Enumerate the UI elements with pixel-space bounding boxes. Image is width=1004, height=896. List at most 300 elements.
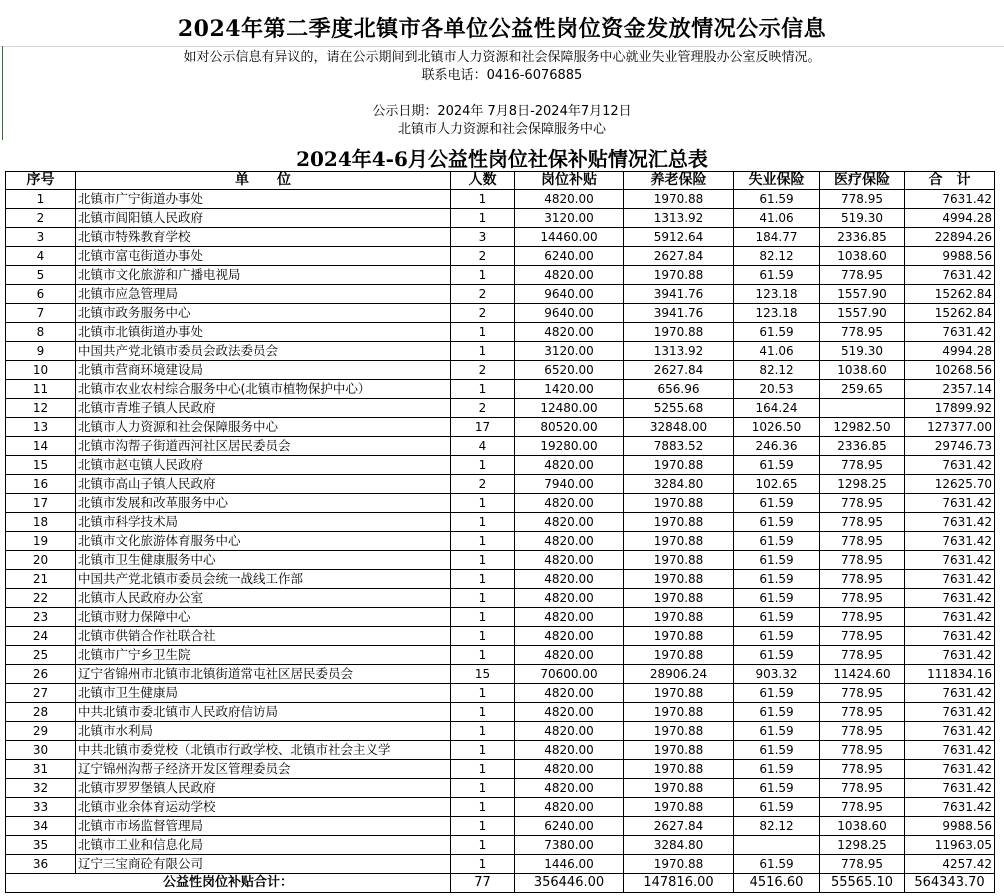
cell-pension: 1313.92	[624, 209, 734, 228]
cell-index: 3	[6, 228, 76, 247]
cell-headcount: 1	[451, 798, 515, 817]
cell-unit: 北镇市广宁乡卫生院	[76, 646, 451, 665]
cell-headcount: 1	[451, 323, 515, 342]
cell-total: 7631.42	[905, 551, 995, 570]
cell-medical: 778.95	[820, 646, 905, 665]
cell-post-subsidy: 6520.00	[515, 361, 624, 380]
cell-headcount: 2	[451, 304, 515, 323]
cell-index: 6	[6, 285, 76, 304]
cell-unemployment: 61.59	[734, 646, 820, 665]
cell-unit: 辽宁三宝商砼有限公司	[76, 855, 451, 874]
cell-headcount: 4	[451, 437, 515, 456]
cell-medical: 519.30	[820, 209, 905, 228]
cell-headcount: 1	[451, 380, 515, 399]
cell-total: 7631.42	[905, 266, 995, 285]
cell-pension: 1970.88	[624, 798, 734, 817]
cell-total: 7631.42	[905, 703, 995, 722]
cell-total: 7631.42	[905, 589, 995, 608]
table-body	[6, 190, 995, 874]
table-row	[6, 304, 995, 323]
table-row	[6, 399, 995, 418]
cell-unit: 北镇市应急管理局	[76, 285, 451, 304]
cell-medical: 1298.25	[820, 475, 905, 494]
cell-unit: 北镇市水利局	[76, 722, 451, 741]
cell-pension: 1970.88	[624, 779, 734, 798]
cell-post-subsidy: 9640.00	[515, 304, 624, 323]
cell-pension: 1970.88	[624, 722, 734, 741]
cell-medical: 778.95	[820, 798, 905, 817]
cell-unemployment: 1026.50	[734, 418, 820, 437]
cell-unemployment: 61.59	[734, 627, 820, 646]
cell-total: 7631.42	[905, 494, 995, 513]
cell-pension: 1313.92	[624, 342, 734, 361]
cell-index: 15	[6, 456, 76, 475]
cell-unemployment: 61.59	[734, 684, 820, 703]
cell-unemployment: 184.77	[734, 228, 820, 247]
cell-unit: 中国共产党北镇市委员会统一战线工作部	[76, 570, 451, 589]
contact-phone: 联系电话：0416-6076885	[421, 68, 583, 83]
cell-post-subsidy: 7380.00	[515, 836, 624, 855]
table-row	[6, 380, 995, 399]
table-row	[6, 855, 995, 874]
table-row	[6, 836, 995, 855]
table-row	[6, 437, 995, 456]
cell-headcount: 2	[451, 399, 515, 418]
cell-post-subsidy: 4820.00	[515, 589, 624, 608]
table-row	[6, 703, 995, 722]
cell-post-subsidy: 14460.00	[515, 228, 624, 247]
cell-headcount: 1	[451, 494, 515, 513]
cell-pension: 1970.88	[624, 855, 734, 874]
cell-pension: 1970.88	[624, 741, 734, 760]
cell-index: 27	[6, 684, 76, 703]
cell-total: 2357.14	[905, 380, 995, 399]
cell-pension: 1970.88	[624, 494, 734, 513]
cell-unemployment: 41.06	[734, 209, 820, 228]
total-post-subsidy: 356446.00	[515, 874, 624, 893]
cell-index: 25	[6, 646, 76, 665]
cell-headcount: 1	[451, 266, 515, 285]
cell-headcount: 15	[451, 665, 515, 684]
cell-post-subsidy: 4820.00	[515, 779, 624, 798]
cell-pension: 1970.88	[624, 760, 734, 779]
notice-header	[0, 0, 1004, 140]
cell-post-subsidy: 4820.00	[515, 266, 624, 285]
cell-pension: 28906.24	[624, 665, 734, 684]
cell-unemployment: 102.65	[734, 475, 820, 494]
cell-headcount: 1	[451, 513, 515, 532]
header-row	[6, 172, 995, 190]
cell-unit: 北镇市农业农村综合服务中心(北镇市植物保护中心）	[76, 380, 451, 399]
table-row	[6, 361, 995, 380]
cell-medical: 1038.60	[820, 361, 905, 380]
cell-unemployment: 61.59	[734, 494, 820, 513]
subsidy-summary-table	[5, 171, 995, 893]
table-row	[6, 190, 995, 209]
cell-medical: 778.95	[820, 589, 905, 608]
table-row	[6, 247, 995, 266]
cell-pension: 1970.88	[624, 190, 734, 209]
cell-unemployment: 61.59	[734, 722, 820, 741]
cell-headcount: 1	[451, 817, 515, 836]
table-row	[6, 684, 995, 703]
publication-date: 公示日期：2024年 7月8日-2024年7月12日	[372, 104, 632, 119]
cell-unit: 北镇市文化旅游和广播电视局	[76, 266, 451, 285]
cell-pension: 1970.88	[624, 323, 734, 342]
table-row	[6, 456, 995, 475]
cell-unit: 北镇市赵屯镇人民政府	[76, 456, 451, 475]
cell-post-subsidy: 4820.00	[515, 703, 624, 722]
cell-index: 13	[6, 418, 76, 437]
cell-medical	[820, 399, 905, 418]
cell-post-subsidy: 19280.00	[515, 437, 624, 456]
cell-unit: 北镇市财力保障中心	[76, 608, 451, 627]
cell-unit: 北镇市沟帮子街道西河社区居民委员会	[76, 437, 451, 456]
cell-medical: 12982.50	[820, 418, 905, 437]
cell-headcount: 1	[451, 589, 515, 608]
cell-post-subsidy: 4820.00	[515, 798, 624, 817]
cell-pension: 1970.88	[624, 532, 734, 551]
cell-medical: 778.95	[820, 551, 905, 570]
cell-total: 7631.42	[905, 570, 995, 589]
cell-index: 35	[6, 836, 76, 855]
cell-pension: 2627.84	[624, 361, 734, 380]
table-row	[6, 608, 995, 627]
cell-total: 7631.42	[905, 456, 995, 475]
cell-post-subsidy: 4820.00	[515, 646, 624, 665]
cell-index: 33	[6, 798, 76, 817]
cell-index: 28	[6, 703, 76, 722]
cell-pension: 1970.88	[624, 703, 734, 722]
cell-headcount: 1	[451, 741, 515, 760]
cell-total: 7631.42	[905, 190, 995, 209]
divider	[0, 46, 1004, 47]
cell-unemployment: 61.59	[734, 589, 820, 608]
cell-post-subsidy: 6240.00	[515, 817, 624, 836]
cell-index: 19	[6, 532, 76, 551]
cell-headcount: 1	[451, 779, 515, 798]
cell-unit: 北镇市闾阳镇人民政府	[76, 209, 451, 228]
cell-total: 7631.42	[905, 532, 995, 551]
cell-post-subsidy: 3120.00	[515, 209, 624, 228]
cell-index: 14	[6, 437, 76, 456]
cell-unit: 北镇市富屯街道办事处	[76, 247, 451, 266]
cell-unemployment: 61.59	[734, 703, 820, 722]
cell-unemployment: 61.59	[734, 266, 820, 285]
cell-total: 127377.00	[905, 418, 995, 437]
cell-unemployment: 82.12	[734, 361, 820, 380]
cell-index: 24	[6, 627, 76, 646]
cell-medical: 778.95	[820, 741, 905, 760]
cell-headcount: 1	[451, 855, 515, 874]
cell-post-subsidy: 6240.00	[515, 247, 624, 266]
cell-post-subsidy: 4820.00	[515, 760, 624, 779]
cell-index: 9	[6, 342, 76, 361]
table-row	[6, 513, 995, 532]
cell-unemployment: 61.59	[734, 532, 820, 551]
cell-post-subsidy: 4820.00	[515, 456, 624, 475]
cell-headcount: 17	[451, 418, 515, 437]
cell-unit: 北镇市卫生健康局	[76, 684, 451, 703]
cell-medical: 1298.25	[820, 836, 905, 855]
table-row	[6, 323, 995, 342]
cell-medical: 2336.85	[820, 228, 905, 247]
col-header-unemployment: 失业保险	[734, 172, 820, 190]
table-row	[6, 760, 995, 779]
cell-index: 7	[6, 304, 76, 323]
cell-index: 4	[6, 247, 76, 266]
total-sum: 564343.70	[905, 874, 995, 893]
table-row	[6, 798, 995, 817]
cell-total: 7631.42	[905, 646, 995, 665]
cell-unemployment: 82.12	[734, 247, 820, 266]
cell-total: 7631.42	[905, 722, 995, 741]
cell-headcount: 1	[451, 684, 515, 703]
cell-pension: 3941.76	[624, 285, 734, 304]
cell-post-subsidy: 4820.00	[515, 532, 624, 551]
cell-index: 30	[6, 741, 76, 760]
cell-index: 1	[6, 190, 76, 209]
cell-post-subsidy: 4820.00	[515, 627, 624, 646]
cell-headcount: 1	[451, 570, 515, 589]
cell-index: 8	[6, 323, 76, 342]
cell-index: 31	[6, 760, 76, 779]
cell-pension: 1970.88	[624, 456, 734, 475]
cell-post-subsidy: 1446.00	[515, 855, 624, 874]
cell-total: 17899.92	[905, 399, 995, 418]
table-row	[6, 817, 995, 836]
cell-unemployment: 61.59	[734, 798, 820, 817]
cell-headcount: 1	[451, 836, 515, 855]
cell-unit: 北镇市青堆子镇人民政府	[76, 399, 451, 418]
cell-pension: 5255.68	[624, 399, 734, 418]
table-row	[6, 418, 995, 437]
cell-unit: 北镇市人力资源和社会保障服务中心	[76, 418, 451, 437]
col-header-post-subsidy: 岗位补贴	[515, 172, 624, 190]
cell-pension: 3284.80	[624, 475, 734, 494]
cell-total: 7631.42	[905, 513, 995, 532]
table-row	[6, 228, 995, 247]
cell-unemployment: 123.18	[734, 285, 820, 304]
cell-unit: 北镇市北镇街道办事处	[76, 323, 451, 342]
cell-post-subsidy: 4820.00	[515, 323, 624, 342]
cell-total: 4994.28	[905, 209, 995, 228]
cell-headcount: 1	[451, 760, 515, 779]
cell-headcount: 2	[451, 285, 515, 304]
total-row	[6, 874, 995, 893]
cell-headcount: 1	[451, 608, 515, 627]
cell-medical: 778.95	[820, 627, 905, 646]
cell-pension: 3284.80	[624, 836, 734, 855]
table-row	[6, 532, 995, 551]
col-header-index: 序号	[6, 172, 76, 190]
cell-unit: 北镇市特殊教育学校	[76, 228, 451, 247]
cell-index: 22	[6, 589, 76, 608]
cell-total: 7631.42	[905, 627, 995, 646]
cell-post-subsidy: 4820.00	[515, 190, 624, 209]
table-row	[6, 494, 995, 513]
cell-unemployment: 123.18	[734, 304, 820, 323]
cell-total: 4994.28	[905, 342, 995, 361]
cell-pension: 1970.88	[624, 589, 734, 608]
cell-medical: 778.95	[820, 570, 905, 589]
cell-unit: 中国共产党北镇市委员会政法委员会	[76, 342, 451, 361]
cell-medical: 778.95	[820, 703, 905, 722]
cell-total: 15262.84	[905, 285, 995, 304]
cell-headcount: 1	[451, 627, 515, 646]
cell-pension: 3941.76	[624, 304, 734, 323]
cell-index: 32	[6, 779, 76, 798]
cell-post-subsidy: 4820.00	[515, 494, 624, 513]
col-header-medical: 医疗保险	[820, 172, 905, 190]
cell-medical: 2336.85	[820, 437, 905, 456]
cell-unemployment: 246.36	[734, 437, 820, 456]
cell-pension: 1970.88	[624, 684, 734, 703]
cell-medical: 11424.60	[820, 665, 905, 684]
cell-index: 10	[6, 361, 76, 380]
cell-unemployment: 903.32	[734, 665, 820, 684]
cell-total: 111834.16	[905, 665, 995, 684]
cell-unit: 北镇市罗罗堡镇人民政府	[76, 779, 451, 798]
cell-headcount: 1	[451, 456, 515, 475]
cell-pension: 1970.88	[624, 646, 734, 665]
table-row	[6, 627, 995, 646]
cell-medical: 778.95	[820, 760, 905, 779]
cell-medical: 519.30	[820, 342, 905, 361]
cell-unit: 北镇市文化旅游体育服务中心	[76, 532, 451, 551]
cell-total: 7631.42	[905, 323, 995, 342]
cell-post-subsidy: 4820.00	[515, 513, 624, 532]
cell-headcount: 1	[451, 342, 515, 361]
cell-unemployment: 61.59	[734, 323, 820, 342]
table-row	[6, 779, 995, 798]
cell-index: 5	[6, 266, 76, 285]
cell-total: 7631.42	[905, 684, 995, 703]
cell-medical: 778.95	[820, 494, 905, 513]
cell-medical: 778.95	[820, 190, 905, 209]
table-row	[6, 646, 995, 665]
total-medical: 55565.10	[820, 874, 905, 893]
cell-post-subsidy: 80520.00	[515, 418, 624, 437]
cell-index: 36	[6, 855, 76, 874]
cell-medical: 778.95	[820, 513, 905, 532]
cell-unit: 辽宁锦州沟帮子经济开发区管理委员会	[76, 760, 451, 779]
cell-medical: 778.95	[820, 608, 905, 627]
cell-medical: 1038.60	[820, 817, 905, 836]
table-row	[6, 342, 995, 361]
cell-headcount: 1	[451, 551, 515, 570]
cell-post-subsidy: 3120.00	[515, 342, 624, 361]
table-row	[6, 475, 995, 494]
cell-unemployment: 61.59	[734, 608, 820, 627]
cell-total: 22894.26	[905, 228, 995, 247]
cell-unemployment: 61.59	[734, 456, 820, 475]
cell-pension: 1970.88	[624, 608, 734, 627]
cell-post-subsidy: 1420.00	[515, 380, 624, 399]
cell-pension: 7883.52	[624, 437, 734, 456]
cell-unemployment: 20.53	[734, 380, 820, 399]
table-row	[6, 570, 995, 589]
cell-index: 23	[6, 608, 76, 627]
cell-medical: 778.95	[820, 456, 905, 475]
cell-headcount: 1	[451, 703, 515, 722]
cell-total: 7631.42	[905, 741, 995, 760]
cell-headcount: 3	[451, 228, 515, 247]
cell-unemployment: 41.06	[734, 342, 820, 361]
cell-post-subsidy: 4820.00	[515, 722, 624, 741]
cell-unemployment	[734, 836, 820, 855]
cell-total: 9988.56	[905, 817, 995, 836]
cell-unemployment: 61.59	[734, 760, 820, 779]
cell-post-subsidy: 4820.00	[515, 570, 624, 589]
cell-unit: 北镇市业余体育运动学校	[76, 798, 451, 817]
cell-total: 7631.42	[905, 779, 995, 798]
cell-unit: 中共北镇市委北镇市人民政府信访局	[76, 703, 451, 722]
cell-medical: 1557.90	[820, 285, 905, 304]
cell-total: 9988.56	[905, 247, 995, 266]
cell-post-subsidy: 7940.00	[515, 475, 624, 494]
cell-pension: 1970.88	[624, 266, 734, 285]
table-row	[6, 285, 995, 304]
table-title: 2024年4-6月公益性岗位社保补贴情况汇总表	[296, 147, 708, 171]
cell-unit: 北镇市工业和信息化局	[76, 836, 451, 855]
cell-total: 11963.05	[905, 836, 995, 855]
cell-post-subsidy: 4820.00	[515, 741, 624, 760]
cell-unit: 北镇市营商环境建设局	[76, 361, 451, 380]
cell-unemployment: 164.24	[734, 399, 820, 418]
cell-unit: 北镇市科学技术局	[76, 513, 451, 532]
cell-unemployment: 61.59	[734, 551, 820, 570]
cell-index: 34	[6, 817, 76, 836]
total-label: 公益性岗位补贴合计：	[6, 874, 451, 893]
cell-medical: 778.95	[820, 722, 905, 741]
cell-unemployment: 61.59	[734, 741, 820, 760]
table-row	[6, 665, 995, 684]
cell-pension: 1970.88	[624, 627, 734, 646]
table-row	[6, 741, 995, 760]
issuing-organization: 北镇市人力资源和社会保障服务中心	[397, 122, 606, 137]
cell-headcount: 1	[451, 532, 515, 551]
total-unemployment: 4516.60	[734, 874, 820, 893]
cell-pension: 5912.64	[624, 228, 734, 247]
cell-index: 18	[6, 513, 76, 532]
table-row	[6, 209, 995, 228]
cell-total: 12625.70	[905, 475, 995, 494]
cell-unemployment: 61.59	[734, 190, 820, 209]
cell-medical: 778.95	[820, 684, 905, 703]
cell-headcount: 1	[451, 722, 515, 741]
col-header-headcount: 人数	[451, 172, 515, 190]
cell-unit: 中共北镇市委党校（北镇市行政学校、北镇市社会主义学	[76, 741, 451, 760]
cell-pension: 1970.88	[624, 551, 734, 570]
table-row	[6, 589, 995, 608]
cell-pension: 2627.84	[624, 817, 734, 836]
cell-unemployment: 61.59	[734, 855, 820, 874]
cell-total: 10268.56	[905, 361, 995, 380]
cell-total: 29746.73	[905, 437, 995, 456]
cell-unit: 北镇市政务服务中心	[76, 304, 451, 323]
cell-post-subsidy: 4820.00	[515, 684, 624, 703]
cell-headcount: 1	[451, 646, 515, 665]
cell-medical: 778.95	[820, 855, 905, 874]
cell-post-subsidy: 9640.00	[515, 285, 624, 304]
cell-unit: 北镇市人民政府办公室	[76, 589, 451, 608]
cell-unemployment: 61.59	[734, 513, 820, 532]
cell-medical: 778.95	[820, 532, 905, 551]
cell-index: 2	[6, 209, 76, 228]
cell-index: 29	[6, 722, 76, 741]
cell-pension: 1970.88	[624, 570, 734, 589]
